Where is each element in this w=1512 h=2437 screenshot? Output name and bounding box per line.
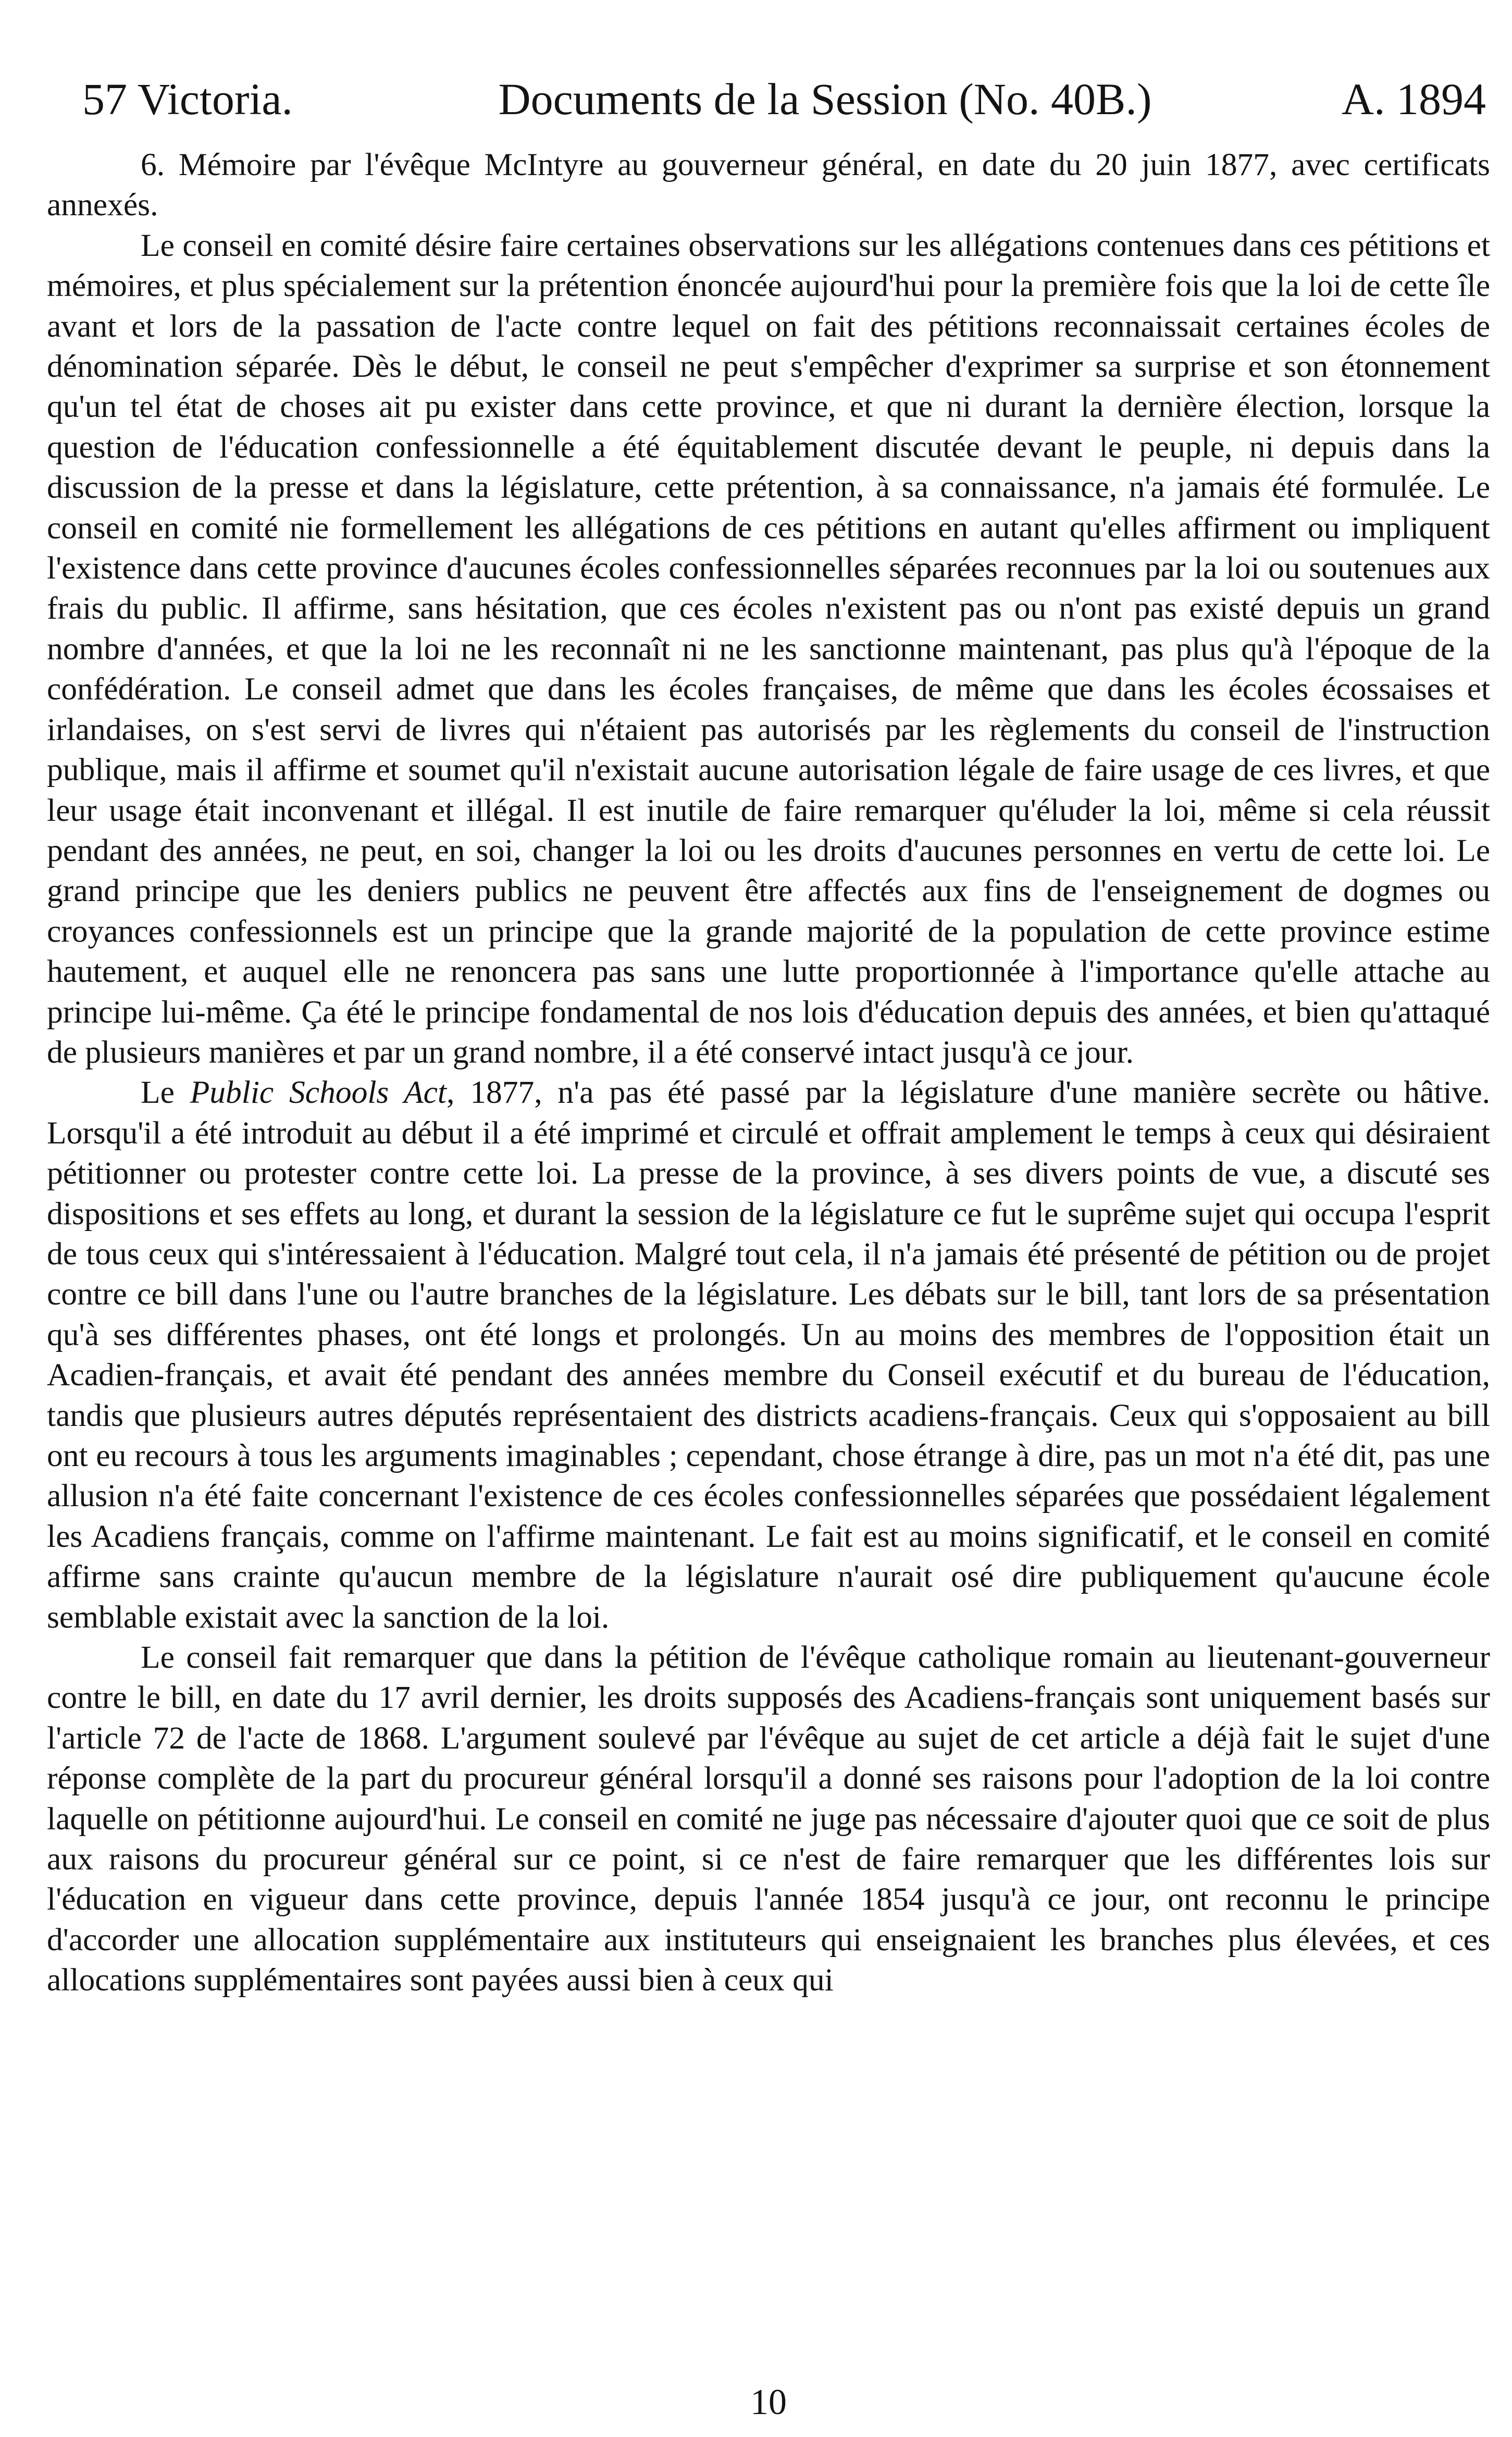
paragraph-lead-text: Le (141, 1075, 190, 1111)
header-title: Documents de la Session (No. 40B.) (498, 74, 1152, 124)
running-header (47, 73, 1490, 130)
paragraph-petition-eveque: Le conseil fait remarquer que dans la pétition de l'évêque catholique romain au lieutenant-gouverneur contre le bill, en date du 17 avril dernier, les droits supposés des Acadiens-français sont uniquement basés sur l'article 72 de l'acte de 1868. L'argument soulevé par l'évêque au sujet de cet article a déjà fait le sujet d'une réponse complète de la part du procureur général lorsqu'il a donné ses raisons pour l'adoption de la loi contre laquelle on pétitionne aujourd'hui. Le conseil en comité ne juge pas nécessaire d'ajouter quoi que ce soit de plus aux raisons du procureur général sur ce point, si ce n'est de faire remarquer que les différentes lois sur l'éducation en vigueur dans cette province, depuis l'année 1854 jusqu'à ce jour, ont reconnu le principe d'accorder une allocation supplémentaire aux instituteurs qui enseignaient les branches plus élevées, et ces allocations supplémentaires sont payées aussi bien à ceux qui (47, 1640, 1490, 1998)
paragraph-public-schools-act (47, 1073, 1490, 1638)
paragraph-conseil-observations: Le conseil en comité désire faire certaines observations sur les allégations contenues dans ces pétitions et mémoires, et plus spécialement sur la prétention énoncée aujourd'hui pour la première fois que la loi de cette île avant et lors de la passation de l'acte contre lequel on fait des pétitions reconnaissait certaines écoles de dénomination séparée. Dès le début, le conseil ne peut s'empêcher d'exprimer sa surprise et son étonnement qu'un tel état de choses ait pu exister dans cette province, et que ni durant la dernière élection, lorsque la question de l'éducation confessionnelle a été équitablement discutée devant le peuple, ni depuis dans la discussion de la presse et dans la législature, cette prétention, à sa connaissance, n'a jamais été formulée. Le conseil en comité nie formellement les allégations de ces pétitions en autant qu'elles affirment ou impliquent l'existence dans cette province d'aucunes écoles confessionnelles séparées reconnues par la loi ou soutenues aux frais du public. Il affirme, sans hésitation, que ces écoles n'existent pas ou n'ont pas existé depuis un grand nombre d'années, et que la loi ne les reconnaît ni ne les sanctionne maintenant, pas plus qu'à l'époque de la confédération. Le conseil admet que dans les écoles françaises, de même que dans les écoles écossaises et irlandaises, on s'est servi de livres qui n'étaient pas autorisés par les règlements du conseil de l'instruction publique, mais il affirme et soumet qu'il n'existait aucune autorisation légale de faire usage de ces livres, et que leur usage était inconvenant et illégal. Il est inutile de faire remarquer qu'éluder la loi, même si cela réussit pendant des années, ne peut, en soi, changer la loi ou les droits d'aucunes personnes en vertu de cette loi. Le grand principe que les deniers publics ne peuvent être affectés aux fins de l'enseignement de dogmes ou croyances confessionnels est un principe que la grande majorité de la population de cette province estime hautement, et auquel elle ne renoncera pas sans une lutte proportionnée à l'importance qu'elle attache au principe lui-même. Ça été le principe fondamental de nos lois d'éducation depuis des années, et bien qu'attaqué de plusieurs manières et par un grand nombre, il a été conservé intact jusqu'à ce jour. (47, 227, 1490, 1070)
body-text (47, 145, 1490, 2001)
document-list-item: 6. Mémoire par l'évêque McIntyre au gouverneur général, en date du 20 juin 1877, avec certificats annexés. (47, 147, 1490, 223)
page-number: 10 (750, 2382, 787, 2422)
header-session-year: 57 Victoria. (82, 74, 293, 124)
header-volume: A. 1894 (1341, 74, 1486, 124)
act-title: Public Schools Act (190, 1075, 447, 1111)
document-page (47, 73, 1490, 2422)
paragraph-body-text: , 1877, n'a pas été passé par la législature d'une manière secrète ou hâtive. Lorsqu'il a été introduit au début il a été imprimé et circulé et offrait amplement le temps à ceux qui désiraient pétitionner ou protester contre cette loi. La presse de la province, à ses divers points de vue, a discuté ses dispositions et ses effets au long, et durant la session de la législature ce fut le suprême sujet qui occupa l'esprit de tous ceux qui s'intéressaient à l'éducation. Malgré tout cela, il n'a jamais été présenté de pétition ou de projet contre ce bill dans l'une ou l'autre branches de la législature. Les débats sur le bill, tant lors de sa présentation qu'à ses différentes phases, ont été longs et prolongés. Un au moins des membres de l'opposition était un Acadien-français, et avait été pendant des années membre du Conseil exécutif et du bureau de l'éducation, tandis que plusieurs autres députés représentaient des districts acadiens-français. Ceux qui s'opposaient au bill ont eu recours à tous les arguments imaginables ; cependant, chose étrange à dire, pas un mot n'a été dit, pas une allusion n'a été faite concernant l'existence de ces écoles confessionnelles séparées que possédaient légalement les Acadiens français, comme on l'affirme maintenant. Le fait est au moins significatif, et le conseil en comité affirme sans crainte qu'aucun membre de la législature n'aurait osé dire publiquement qu'aucune école semblable existait avec la sanction de la loi. (47, 1075, 1490, 1635)
